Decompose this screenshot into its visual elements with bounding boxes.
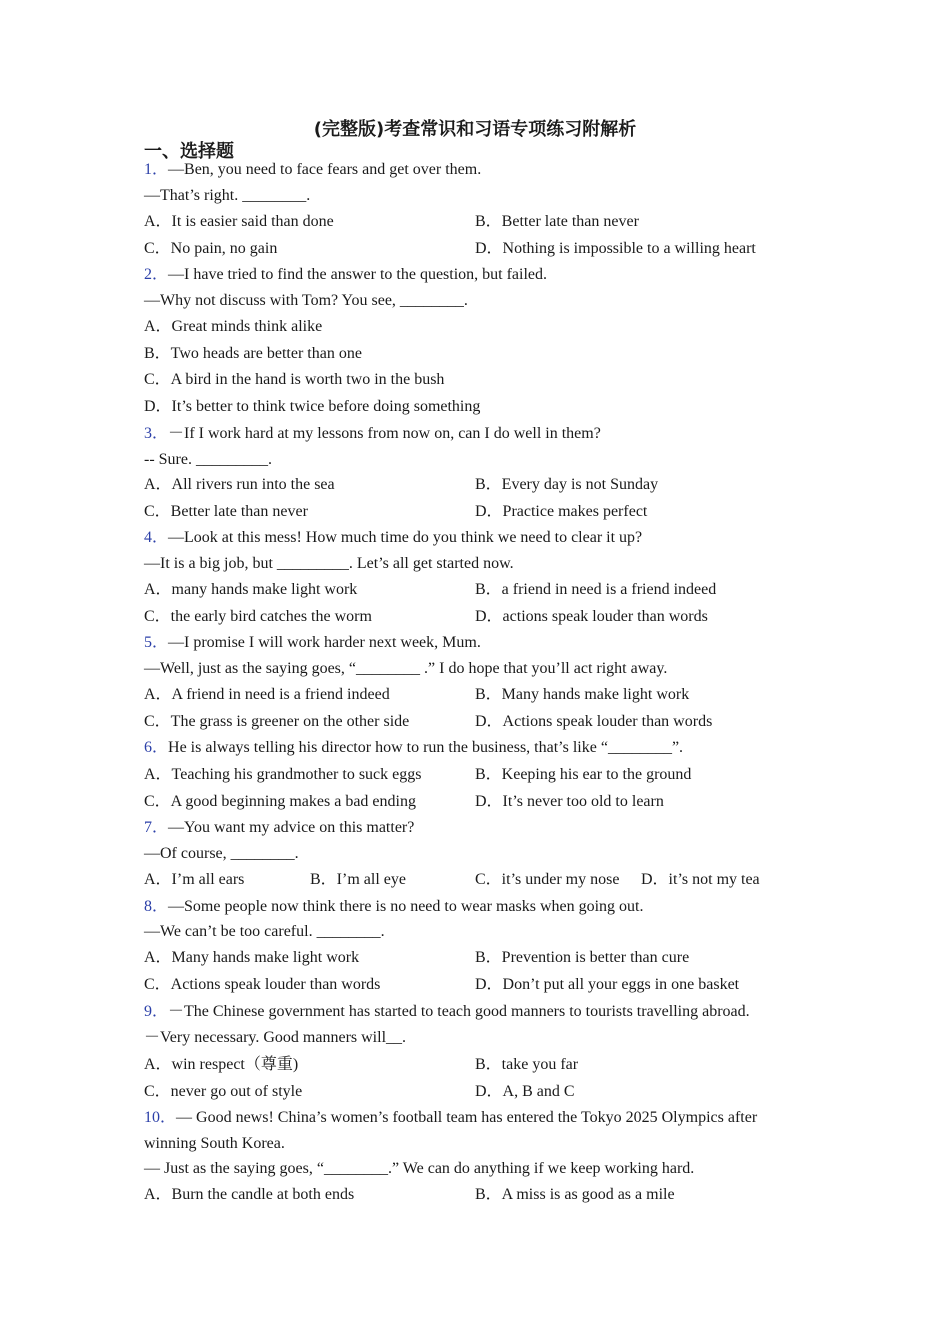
question-reply: —It is a big job, but _________. Let’s all get started now.	[144, 555, 514, 572]
question-reply: —Of course, ________.	[144, 845, 299, 862]
option-a[interactable]: A．Great minds think alike	[144, 318, 323, 335]
option-b[interactable]: B．Prevention is better than cure	[475, 949, 690, 966]
question-stem: —I have tried to find the answer to the question, but failed.	[168, 266, 548, 283]
option-d[interactable]: D．It’s better to think twice before doing something	[144, 398, 481, 415]
question-reply: —Why not discuss with Tom? You see, ________.	[144, 292, 468, 309]
option-a[interactable]: A．It is easier said than done	[144, 213, 334, 230]
option-b[interactable]: B．I’m all eye	[310, 871, 406, 888]
question-stem: —Ben, you need to face fears and get over them.	[168, 161, 482, 178]
question-stem-continued: winning South Korea.	[144, 1135, 285, 1152]
question-7	[144, 818, 414, 838]
option-c[interactable]: C．never go out of style	[144, 1083, 303, 1100]
option-a[interactable]: A．many hands make light work	[144, 581, 358, 598]
question-stem: —Some people now think there is no need to wear masks when going out.	[168, 898, 644, 915]
option-c[interactable]: C．Actions speak louder than words	[144, 976, 381, 993]
question-number: 1．	[144, 161, 169, 178]
option-d[interactable]: D．actions speak louder than words	[475, 608, 708, 625]
question-9	[144, 1002, 750, 1022]
question-number: 5．	[144, 634, 169, 651]
question-number: 4．	[144, 529, 169, 546]
question-number: 8．	[144, 898, 169, 915]
option-d[interactable]: D．Practice makes perfect	[475, 503, 648, 520]
question-2	[144, 265, 547, 285]
option-d[interactable]: D．Nothing is impossible to a willing heart	[475, 240, 756, 257]
question-number: 9．	[144, 1003, 169, 1020]
option-b[interactable]: B．Many hands make light work	[475, 686, 690, 703]
question-8	[144, 897, 643, 917]
option-a[interactable]: A．win respect（尊重)	[144, 1056, 299, 1073]
option-a[interactable]: A．Teaching his grandmother to suck eggs	[144, 766, 422, 783]
option-b[interactable]: B．take you far	[475, 1056, 579, 1073]
option-b[interactable]: B．Keeping his ear to the ground	[475, 766, 692, 783]
question-stem: —Look at this mess! How much time do you think we need to clear it up?	[168, 529, 643, 546]
option-d[interactable]: D．It’s never too old to learn	[475, 793, 664, 810]
question-reply: —Well, just as the saying goes, “________ .” I do hope that you’ll act right away.	[144, 660, 668, 677]
page-title: (完整版)考查常识和习语专项练习附解析	[313, 119, 637, 140]
option-c[interactable]: C．No pain, no gain	[144, 240, 278, 257]
question-stem: —You want my advice on this matter?	[168, 819, 415, 836]
question-number: 2．	[144, 266, 169, 283]
question-reply: -- Sure. _________.	[144, 451, 272, 468]
question-4	[144, 528, 642, 548]
option-b[interactable]: B．Two heads are better than one	[144, 345, 362, 362]
option-c[interactable]: C．Better late than never	[144, 503, 308, 520]
option-c[interactable]: C．A bird in the hand is worth two in the bush	[144, 371, 445, 388]
question-reply: —That’s right. ________.	[144, 187, 311, 204]
question-number: 6．	[144, 739, 169, 756]
option-c[interactable]: C．A good beginning makes a bad ending	[144, 793, 416, 810]
question-stem: －The Chinese government has started to teach good manners to tourists travelling abroad.	[168, 1003, 750, 1020]
option-c[interactable]: C．it’s under my nose	[475, 871, 620, 888]
option-a[interactable]: A．Many hands make light work	[144, 949, 360, 966]
question-number: 3．	[144, 425, 169, 442]
question-reply: — Just as the saying goes, “________.” We can do anything if we keep working hard.	[144, 1160, 695, 1177]
option-b[interactable]: B．Better late than never	[475, 213, 639, 230]
question-10	[144, 1108, 757, 1128]
option-c[interactable]: C．the early bird catches the worm	[144, 608, 372, 625]
question-number: 10．	[144, 1109, 177, 1126]
question-stem: — Good news! China’s women’s football team has entered the Tokyo 2025 Olympics after	[176, 1109, 758, 1126]
option-a[interactable]: A．Burn the candle at both ends	[144, 1186, 355, 1203]
option-a[interactable]: A．I’m all ears	[144, 871, 245, 888]
option-b[interactable]: B．A miss is as good as a mile	[475, 1186, 675, 1203]
question-reply: —We can’t be too careful. ________.	[144, 923, 385, 940]
question-1	[144, 160, 481, 180]
option-d[interactable]: D．A, B and C	[475, 1083, 575, 1100]
question-stem: —I promise I will work harder next week, Mum.	[168, 634, 481, 651]
question-stem: －If I work hard at my lessons from now on, can I do well in them?	[168, 425, 601, 442]
option-c[interactable]: C．The grass is greener on the other side	[144, 713, 410, 730]
option-d[interactable]: D．Actions speak louder than words	[475, 713, 713, 730]
question-6	[144, 738, 683, 758]
option-d[interactable]: D．it’s not my tea	[641, 871, 760, 888]
option-b[interactable]: B．a friend in need is a friend indeed	[475, 581, 717, 598]
question-5	[144, 633, 481, 653]
question-3	[144, 424, 601, 444]
question-reply: －Very necessary. Good manners will__.	[144, 1029, 407, 1046]
option-a[interactable]: A．All rivers run into the sea	[144, 476, 335, 493]
question-number: 7．	[144, 819, 169, 836]
question-stem: He is always telling his director how to run the business, that’s like “________”.	[168, 739, 684, 756]
option-d[interactable]: D．Don’t put all your eggs in one basket	[475, 976, 740, 993]
option-b[interactable]: B．Every day is not Sunday	[475, 476, 659, 493]
option-a[interactable]: A．A friend in need is a friend indeed	[144, 686, 390, 703]
section-heading: 一、选择题	[144, 141, 234, 162]
